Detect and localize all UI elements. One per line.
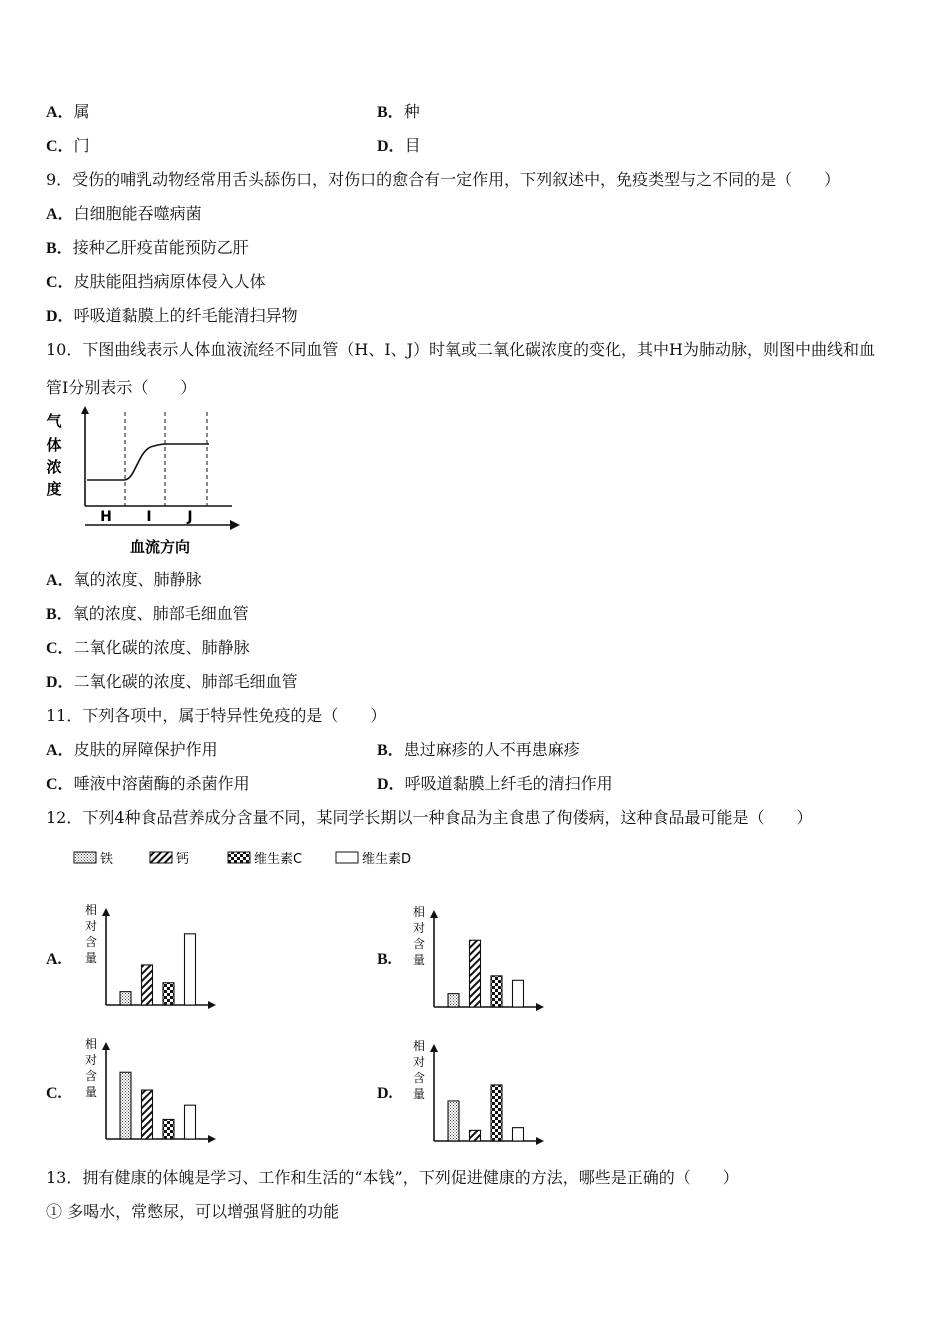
chart-ylabel-char: 量 xyxy=(412,1087,426,1101)
q12-chart-b xyxy=(408,902,548,1014)
chart-ylabel-char: 对 xyxy=(412,1055,426,1069)
chart-ylabel-char: 相 xyxy=(84,903,98,917)
chart-ylabel-char: 量 xyxy=(84,1085,98,1099)
q8-option-a: A．属 xyxy=(46,102,90,121)
q11-stem: 11．下列各项中，属于特异性免疫的是（ ） xyxy=(46,706,387,725)
chart-ylabel-char: 对 xyxy=(412,921,426,935)
chart-ylabel-char: 含 xyxy=(84,935,98,949)
q10-option-b: B．氧的浓度、肺部毛细血管 xyxy=(46,604,249,623)
bar-vitamin-d xyxy=(513,1128,524,1141)
bar-calcium xyxy=(142,965,153,1005)
q10-curve xyxy=(87,444,209,480)
chart-ylabel-char: 相 xyxy=(412,905,426,919)
chart-ylabel-char: 对 xyxy=(84,919,98,933)
q10-option-d: D．二氧化碳的浓度、肺部毛细血管 xyxy=(46,672,298,691)
legend-swatch-calcium xyxy=(150,852,172,863)
q10-xtick-h: H xyxy=(100,509,112,525)
q10-ylabel-char: 气 xyxy=(46,412,62,430)
bar-calcium xyxy=(142,1090,153,1139)
q10-option-a: A．氧的浓度、肺静脉 xyxy=(46,570,202,589)
q10-xlabel: 血流方向 xyxy=(129,538,191,556)
q10-y-axis-arrow xyxy=(81,406,89,414)
bar-vitamin-c xyxy=(491,1085,502,1141)
q13-stem: 13．拥有健康的体魄是学习、工作和生活的“本钱”，下列促进健康的方法，哪些是正确的（ ） xyxy=(46,1168,739,1187)
q12-chart-b-label: B. xyxy=(377,951,392,968)
bar-iron xyxy=(448,1101,459,1141)
q10-stem-line2: 管Ⅰ分别表示（ ） xyxy=(46,378,197,397)
q11-option-b: B．患过麻疹的人不再患麻疹 xyxy=(377,740,580,759)
q12-stem: 12．下列4种食品营养成分含量不同，某同学长期以一种食品为主食患了佝偻病，这种食品最可能是（ ） xyxy=(46,808,813,827)
chart-ylabel-char: 量 xyxy=(412,953,426,967)
legend-label-calcium: 钙 xyxy=(176,852,190,867)
q10-xtick-i: I xyxy=(146,509,152,525)
bar-vitamin-c xyxy=(491,976,502,1007)
bar-vitamin-c xyxy=(163,1119,174,1139)
bar-iron xyxy=(448,994,459,1007)
legend-swatch-vitc xyxy=(228,852,250,863)
q12-chart-c xyxy=(80,1034,220,1146)
q12-chart-d-label: D. xyxy=(377,1085,393,1102)
chart-ylabel-char: 含 xyxy=(412,937,426,951)
bar-iron xyxy=(120,1072,131,1139)
bar-vitamin-c xyxy=(163,983,174,1005)
q11-option-d: D．呼吸道黏膜上纤毛的清扫作用 xyxy=(377,774,613,793)
q11-option-a: A．皮肤的屏障保护作用 xyxy=(46,740,218,759)
bar-calcium xyxy=(470,940,481,1007)
chart-ylabel-char: 对 xyxy=(84,1053,98,1067)
q10-ylabel-char: 度 xyxy=(46,480,62,498)
q9-option-b: B．接种乙肝疫苗能预防乙肝 xyxy=(46,238,249,257)
chart-ylabel-char: 量 xyxy=(84,951,98,965)
legend-swatch-vitd xyxy=(336,852,358,863)
chart-ylabel-char: 相 xyxy=(412,1039,426,1053)
q12-chart-a xyxy=(80,900,220,1012)
bar-vitamin-d xyxy=(185,934,196,1005)
bar-vitamin-d xyxy=(513,980,524,1007)
chart-ylabel-char: 含 xyxy=(412,1071,426,1085)
q9-option-c: C．皮肤能阻挡病原体侵入人体 xyxy=(46,272,266,291)
chart-y-arrow xyxy=(102,908,110,916)
chart-x-arrow xyxy=(208,1001,216,1009)
bar-vitamin-d xyxy=(185,1105,196,1139)
q9-option-d: D．呼吸道黏膜上的纤毛能清扫异物 xyxy=(46,306,298,325)
chart-ylabel-char: 相 xyxy=(84,1037,98,1051)
q10-stem-line1: 10．下图曲线表示人体血液流经不同血管（H、I、J）时氧或二氧化碳浓度的变化，其中H为肺动脉，则图中曲线和血 xyxy=(46,340,876,359)
chart-y-arrow xyxy=(102,1042,110,1050)
q12-chart-d xyxy=(408,1036,548,1148)
q12-legend xyxy=(72,848,432,870)
q12-chart-c-label: C. xyxy=(46,1085,62,1102)
q10-ylabel-char: 体 xyxy=(46,436,62,454)
q9-stem: 9．受伤的哺乳动物经常用舌头舔伤口，对伤口的愈合有一定作用，下列叙述中，免疫类型与之不同的是（ ） xyxy=(46,170,841,189)
q11-option-c: C．唾液中溶菌酶的杀菌作用 xyxy=(46,774,250,793)
bar-calcium xyxy=(470,1130,481,1141)
bar-iron xyxy=(120,992,131,1005)
q10-ylabel-char: 浓 xyxy=(46,458,62,476)
q10-xtick-j: J xyxy=(187,509,193,525)
legend-swatch-iron xyxy=(74,852,96,863)
q8-option-b: B．种 xyxy=(377,102,420,121)
chart-x-arrow xyxy=(208,1135,216,1143)
chart-y-arrow xyxy=(430,1044,438,1052)
q8-option-d: D．目 xyxy=(377,136,421,155)
legend-label-vitd: 维生素D xyxy=(362,852,412,867)
q10-curve-figure xyxy=(44,406,244,558)
chart-y-arrow xyxy=(430,910,438,918)
q8-option-c: C．门 xyxy=(46,136,90,155)
q10-x-axis-arrow xyxy=(230,520,240,530)
q13-item-1: ① 多喝水，常憋尿，可以增强肾脏的功能 xyxy=(46,1202,340,1221)
chart-x-arrow xyxy=(536,1003,544,1011)
legend-label-vitc: 维生素C xyxy=(254,852,303,867)
q10-option-c: C．二氧化碳的浓度、肺静脉 xyxy=(46,638,250,657)
q9-option-a: A．白细胞能吞噬病菌 xyxy=(46,204,202,223)
legend-label-iron: 铁 xyxy=(100,852,114,867)
chart-x-arrow xyxy=(536,1137,544,1145)
chart-ylabel-char: 含 xyxy=(84,1069,98,1083)
q12-chart-a-label: A. xyxy=(46,951,62,968)
